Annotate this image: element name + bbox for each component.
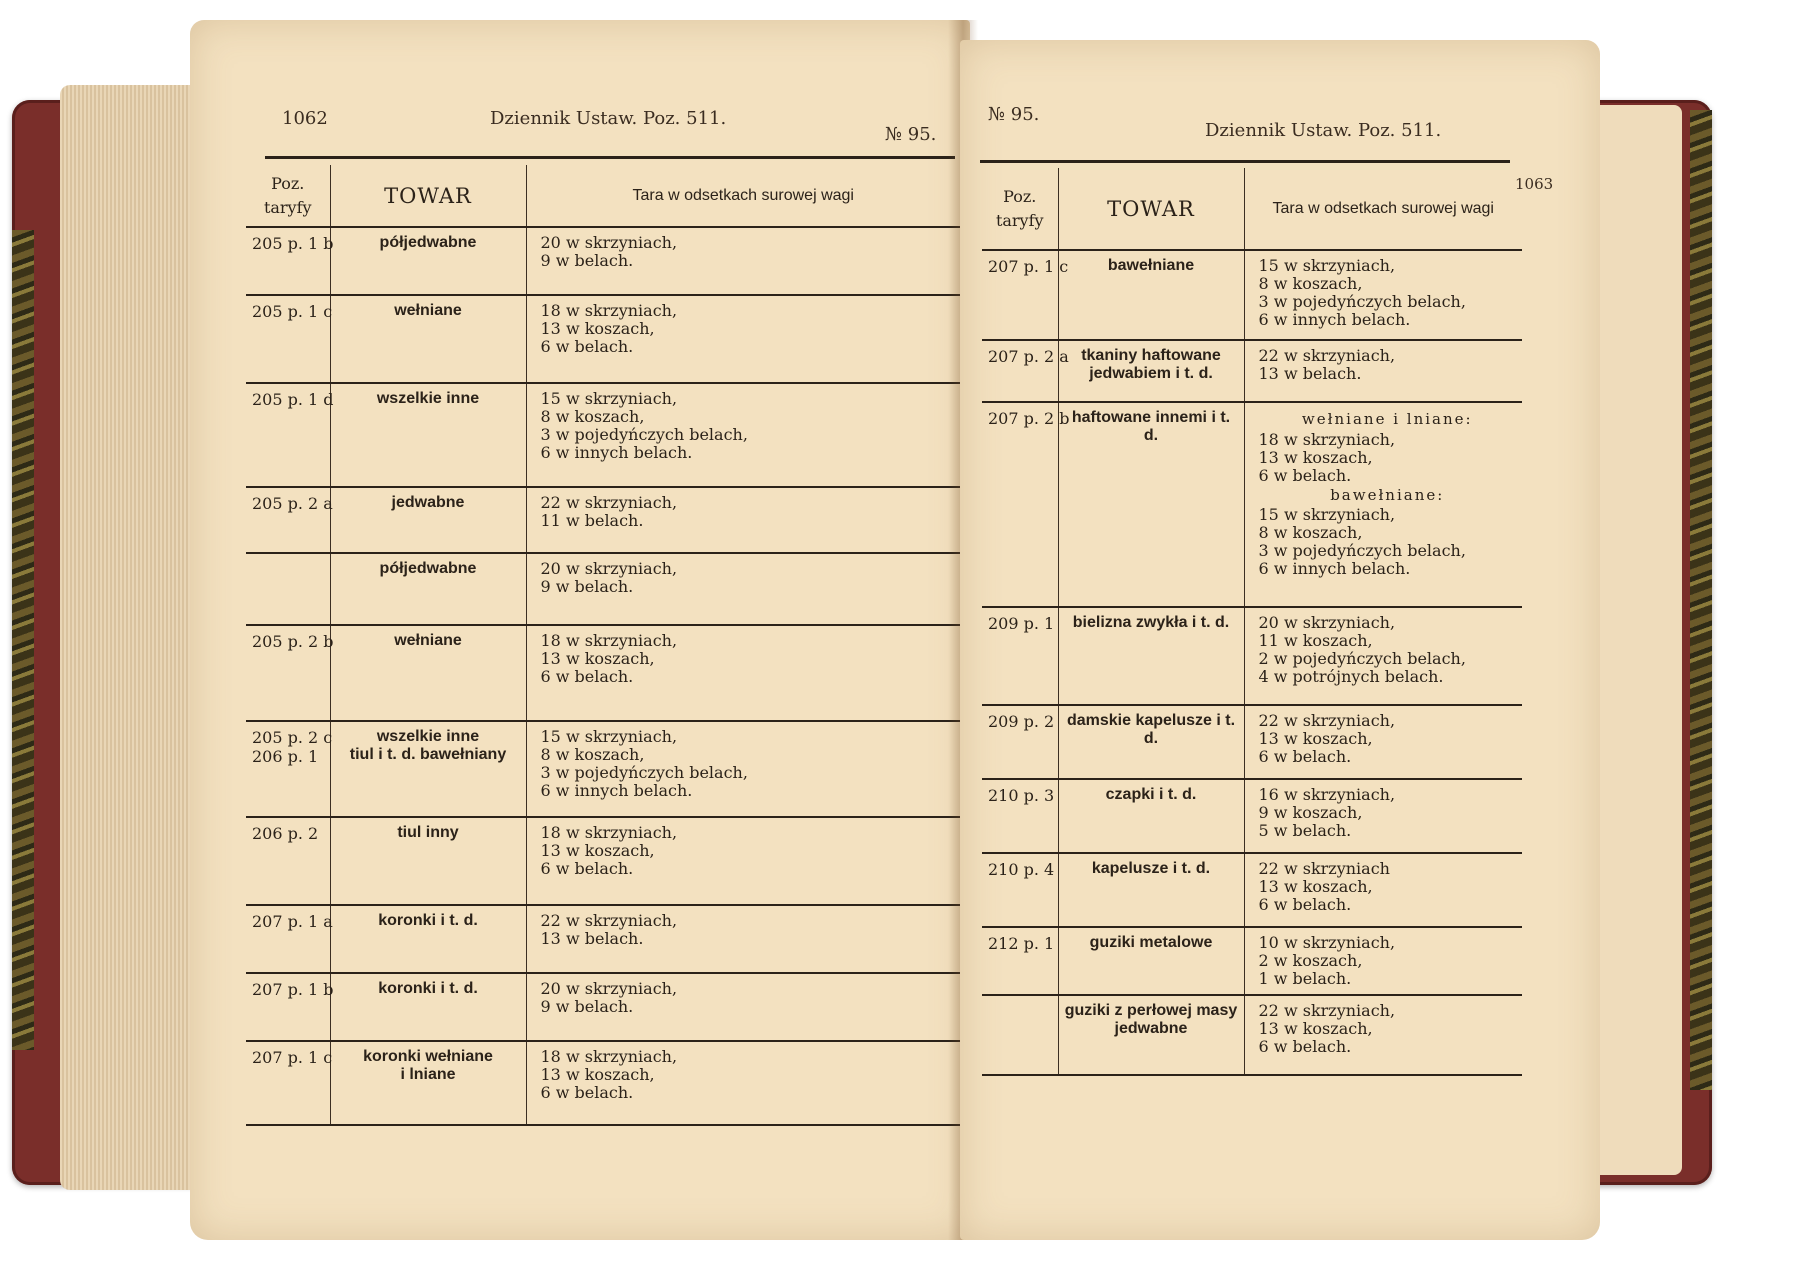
- tare-cell: [526, 817, 960, 905]
- table-row: [982, 853, 1522, 927]
- tare-cell: [526, 227, 960, 295]
- marbled-cover-right: [1690, 110, 1712, 1090]
- tare-cell: [526, 295, 960, 383]
- tariff-position-cell: [246, 905, 333, 973]
- tare-line: 22 w skrzyniach,: [1258, 1000, 1396, 1020]
- goods-name: koronki wełniane: [363, 1048, 493, 1065]
- tare-line: 6 w innych belach.: [1258, 309, 1411, 329]
- table-row: [246, 227, 960, 295]
- tare-line: 18 w skrzyniach,: [540, 1047, 678, 1066]
- tariff-position-cell: [246, 973, 334, 1041]
- left-page-number: 1062: [282, 108, 328, 129]
- tare-cell: [526, 625, 960, 721]
- tare-line: 9 w belach.: [540, 996, 634, 1016]
- right-page: [960, 40, 1600, 1240]
- tare-line: 13 w belach.: [540, 928, 644, 948]
- tare-line: 13 w koszach,: [540, 648, 655, 668]
- tare-line: 6 w innych belach.: [540, 442, 693, 462]
- tariff-position: 209 p. 1: [988, 614, 1055, 633]
- tariff-position-cell: [982, 250, 1069, 340]
- tariff-position-cell: [982, 705, 1058, 779]
- goods-cell: [1058, 779, 1244, 853]
- tariff-position-cell: [246, 227, 334, 295]
- tariff-position-cell: [246, 295, 333, 383]
- tare-cell: [1244, 779, 1522, 853]
- tare-line: 8 w koszach,: [1258, 523, 1363, 543]
- page-edges-right: [1590, 105, 1682, 1175]
- goods-name: półjedwabne: [379, 560, 477, 577]
- tare-cell: [526, 487, 960, 553]
- tare-line: 2 w koszach,: [1258, 950, 1363, 970]
- table-row: [246, 553, 960, 625]
- goods-cell: [330, 905, 526, 973]
- tare-line: 3 w pojedyńczych belach,: [540, 424, 748, 444]
- goods-name: jedwabne: [1114, 1020, 1188, 1038]
- tariff-position: 205 p. 1 b: [252, 234, 334, 253]
- tare-line: 8 w koszach,: [540, 406, 645, 426]
- tariff-position: 206 p. 1: [252, 747, 319, 766]
- tare-subheading: wełniane i lniane:: [1301, 410, 1473, 428]
- tariff-position-cell: [982, 402, 1070, 607]
- goods-name: wełniane: [394, 302, 462, 319]
- tare-line: 9 w koszach,: [1258, 802, 1363, 822]
- tariff-position: 205 p. 1 d: [252, 390, 334, 409]
- goods-name: guziki z perłowej masy: [1064, 1001, 1238, 1019]
- tariff-position-cell: [246, 1041, 333, 1125]
- tare-subheading: bawełniane:: [1330, 485, 1445, 504]
- left-tariff-table: [246, 165, 960, 1126]
- tare-line: 3 w pojedyńczych belach,: [1258, 291, 1466, 311]
- goods-cell: [330, 295, 526, 383]
- tare-line: 20 w skrzyniach,: [540, 559, 678, 578]
- tare-cell: [1244, 927, 1522, 995]
- tare-line: 20 w skrzyniach,: [1258, 613, 1396, 632]
- tare-line: 6 w belach.: [1258, 1036, 1352, 1056]
- table-row: [246, 721, 960, 817]
- tariff-position: 205 p. 2 c: [252, 728, 333, 747]
- goods-name: półjedwabne: [379, 234, 477, 251]
- header-poz: Poz. taryfy: [246, 165, 330, 227]
- tare-cell: [526, 973, 960, 1041]
- goods-cell: [1058, 402, 1244, 607]
- goods-cell: [330, 973, 526, 1041]
- header-poz: Poz. taryfy: [982, 168, 1058, 250]
- tare-line: 11 w koszach,: [1258, 630, 1373, 650]
- tare-line: 13 w koszach,: [540, 840, 655, 860]
- tare-line: 3 w pojedyńczych belach,: [540, 762, 748, 782]
- tare-cell: [1244, 402, 1522, 607]
- tariff-position: 207 p. 2 b: [988, 409, 1070, 428]
- tariff-position: 207 p. 2 a: [988, 347, 1069, 366]
- right-page-number: 1063: [1515, 175, 1554, 193]
- goods-cell: [330, 817, 526, 905]
- goods-name: bielizna zwykła i t. d.: [1072, 614, 1230, 631]
- goods-cell: [1058, 927, 1244, 995]
- tariff-position: 210 p. 3: [988, 786, 1055, 805]
- table-row: [982, 705, 1522, 779]
- table-row: [246, 1041, 960, 1125]
- tariff-position-cell: [246, 721, 333, 817]
- table-row: [246, 905, 960, 973]
- tare-line: 6 w belach.: [540, 1082, 634, 1102]
- goods-cell: [1058, 340, 1244, 402]
- goods-cell: [330, 625, 526, 721]
- goods-name: koronki i t. d.: [378, 912, 478, 929]
- tare-cell: [1244, 705, 1522, 779]
- table-row: [982, 607, 1522, 705]
- table-row: [982, 779, 1522, 853]
- header-tara: Tara w odsetkach surowej wagi: [526, 165, 960, 227]
- tare-line: 10 w skrzyniach,: [1258, 933, 1396, 952]
- tariff-position: 205 p. 1 c: [252, 302, 333, 321]
- left-page-title: Dziennik Ustaw. Poz. 511.: [490, 108, 727, 129]
- goods-cell: [330, 227, 526, 295]
- tare-cell: [1244, 853, 1522, 927]
- tariff-position: 207 p. 1 b: [252, 980, 334, 999]
- table-row: [246, 487, 960, 553]
- tare-line: 1 w belach.: [1258, 968, 1352, 988]
- goods-name: jedwabiem i t. d.: [1089, 365, 1213, 383]
- header-towar: TOWAR: [1058, 168, 1244, 250]
- goods-cell: [330, 1041, 526, 1125]
- tare-line: 18 w skrzyniach,: [1258, 429, 1396, 449]
- tariff-position: 212 p. 1: [988, 934, 1055, 953]
- table-row: [982, 402, 1522, 607]
- tare-cell: [526, 905, 960, 973]
- goods-name: wszelkie inne: [376, 390, 480, 407]
- goods-cell: [330, 553, 526, 625]
- tare-line: 13 w belach.: [1258, 363, 1362, 383]
- tare-line: 22 w skrzyniach,: [540, 911, 678, 930]
- tare-cell: [1244, 340, 1522, 402]
- tare-line: 6 w belach.: [1258, 746, 1352, 766]
- tariff-position-cell: [982, 340, 1069, 402]
- tariff-position: 205 p. 2 b: [252, 632, 334, 651]
- left-header-rule: [265, 156, 955, 159]
- goods-cell: [330, 383, 526, 487]
- goods-name: wszelkie inne: [376, 728, 480, 745]
- tare-cell: [526, 553, 960, 625]
- goods-cell: [1058, 705, 1244, 779]
- goods-name: wełniane: [394, 632, 462, 649]
- tare-line: 20 w skrzyniach,: [540, 979, 678, 998]
- right-page-title: Dziennik Ustaw. Poz. 511.: [1205, 120, 1442, 141]
- table-row: [246, 295, 960, 383]
- tare-line: 20 w skrzyniach,: [540, 233, 678, 252]
- right-header-rule: [980, 160, 1510, 163]
- tariff-position-cell: [246, 625, 334, 721]
- tare-line: 6 w innych belach.: [540, 780, 693, 800]
- tariff-position: 207 p. 1 c: [252, 1048, 333, 1067]
- tariff-position: 209 p. 2: [988, 712, 1055, 731]
- tare-line: 6 w belach.: [1258, 465, 1352, 485]
- left-page: [190, 20, 970, 1240]
- tariff-position-cell: [246, 487, 333, 553]
- goods-name: czapki i t. d.: [1105, 786, 1197, 803]
- tare-cell: [526, 383, 960, 487]
- tariff-position: 207 p. 1 a: [252, 912, 333, 931]
- left-issue-number: № 95.: [885, 124, 937, 145]
- table-row: [982, 927, 1522, 995]
- tariff-position: 206 p. 2: [252, 824, 319, 843]
- tariff-position-cell: [982, 995, 1058, 1075]
- tare-cell: [1244, 607, 1522, 705]
- marbled-cover-left: [12, 230, 34, 1050]
- tare-line: 8 w koszach,: [1258, 273, 1363, 293]
- header-tara: Tara w odsetkach surowej wagi: [1244, 168, 1522, 250]
- tariff-position-cell: [246, 383, 334, 487]
- tare-line: 6 w belach.: [540, 666, 634, 686]
- tare-line: 13 w koszach,: [540, 1064, 655, 1084]
- tariff-position-cell: [982, 607, 1058, 705]
- tariff-position: 205 p. 2 a: [252, 494, 333, 513]
- goods-name: tkaniny haftowane: [1081, 347, 1221, 364]
- table-row: [246, 383, 960, 487]
- table-row: [246, 817, 960, 905]
- tare-line: 22 w skrzyniach,: [1258, 346, 1396, 365]
- table-row: [982, 250, 1522, 340]
- tare-line: 5 w belach.: [1258, 820, 1352, 840]
- tare-line: 22 w skrzyniach: [1258, 859, 1390, 878]
- tare-line: 9 w belach.: [540, 250, 634, 270]
- goods-name: damskie kapelusze i t. d.: [1066, 712, 1236, 748]
- tare-cell: [1244, 995, 1522, 1075]
- tare-line: 6 w belach.: [540, 858, 634, 878]
- header-towar: TOWAR: [330, 165, 526, 227]
- tare-line: 13 w koszach,: [1258, 876, 1373, 896]
- tare-line: 16 w skrzyniach,: [1258, 785, 1396, 804]
- table-row: [246, 973, 960, 1041]
- tare-line: 13 w koszach,: [1258, 728, 1373, 748]
- tariff-position: 210 p. 4: [988, 860, 1055, 879]
- tare-cell: [526, 1041, 960, 1125]
- tariff-position-cell: [246, 817, 330, 905]
- page-edges-left: [60, 85, 210, 1190]
- tare-line: 22 w skrzyniach,: [1258, 711, 1396, 730]
- tare-line: 4 w potrójnych belach.: [1258, 666, 1444, 686]
- right-tariff-table: [982, 168, 1522, 1076]
- goods-cell: [330, 487, 526, 553]
- goods-cell: [1058, 853, 1244, 927]
- tare-line: 15 w skrzyniach,: [1258, 256, 1396, 275]
- goods-name: koronki i t. d.: [378, 980, 478, 997]
- tare-line: 6 w belach.: [1258, 894, 1352, 914]
- tare-line: 13 w koszach,: [1258, 447, 1373, 467]
- goods-cell: [1058, 607, 1244, 705]
- tare-line: 18 w skrzyniach,: [540, 823, 678, 842]
- goods-name: guziki metalowe: [1089, 934, 1213, 951]
- tare-line: 18 w skrzyniach,: [540, 301, 678, 320]
- tare-line: 2 w pojedyńczych belach,: [1258, 648, 1466, 668]
- tare-line: 6 w innych belach.: [1258, 559, 1411, 579]
- goods-name: bawełniane: [1107, 257, 1195, 274]
- goods-name: kapelusze i t. d.: [1091, 860, 1211, 877]
- tariff-position-cell: [246, 553, 330, 625]
- goods-cell: [1058, 250, 1244, 340]
- table-row: [982, 340, 1522, 402]
- goods-cell: [330, 721, 526, 817]
- table-row: [246, 625, 960, 721]
- tare-line: 8 w koszach,: [540, 744, 645, 764]
- tare-line: 6 w belach.: [540, 336, 634, 356]
- goods-name: jedwabne: [391, 494, 465, 511]
- tare-line: 18 w skrzyniach,: [540, 631, 678, 650]
- right-table-body: [982, 250, 1522, 1075]
- tare-line: 3 w pojedyńczych belach,: [1258, 541, 1466, 561]
- tare-line: 13 w koszach,: [1258, 1018, 1373, 1038]
- tare-cell: [1244, 250, 1522, 340]
- table-row: [982, 995, 1522, 1075]
- goods-name: tiul inny: [397, 824, 459, 841]
- goods-name: haftowane innemi i t. d.: [1071, 409, 1231, 445]
- tare-cell: [526, 721, 960, 817]
- tariff-position-cell: [982, 853, 1058, 927]
- goods-name: tiul i t. d. bawełniany: [349, 746, 507, 764]
- tare-line: 11 w belach.: [540, 510, 644, 530]
- tare-line: 13 w koszach,: [540, 318, 655, 338]
- tare-line: 15 w skrzyniach,: [1258, 505, 1396, 525]
- tariff-position-cell: [982, 927, 1058, 995]
- tare-line: 15 w skrzyniach,: [540, 727, 678, 746]
- tariff-position: 207 p. 1 c: [988, 257, 1069, 276]
- tare-line: 15 w skrzyniach,: [540, 389, 678, 408]
- left-table-body: [246, 227, 960, 1125]
- goods-name: i lniane: [400, 1066, 456, 1084]
- tare-line: 22 w skrzyniach,: [540, 493, 678, 512]
- tariff-position-cell: [982, 779, 1058, 853]
- goods-cell: [1058, 995, 1244, 1075]
- right-issue-number: № 95.: [988, 104, 1040, 125]
- tare-line: 9 w belach.: [540, 576, 634, 596]
